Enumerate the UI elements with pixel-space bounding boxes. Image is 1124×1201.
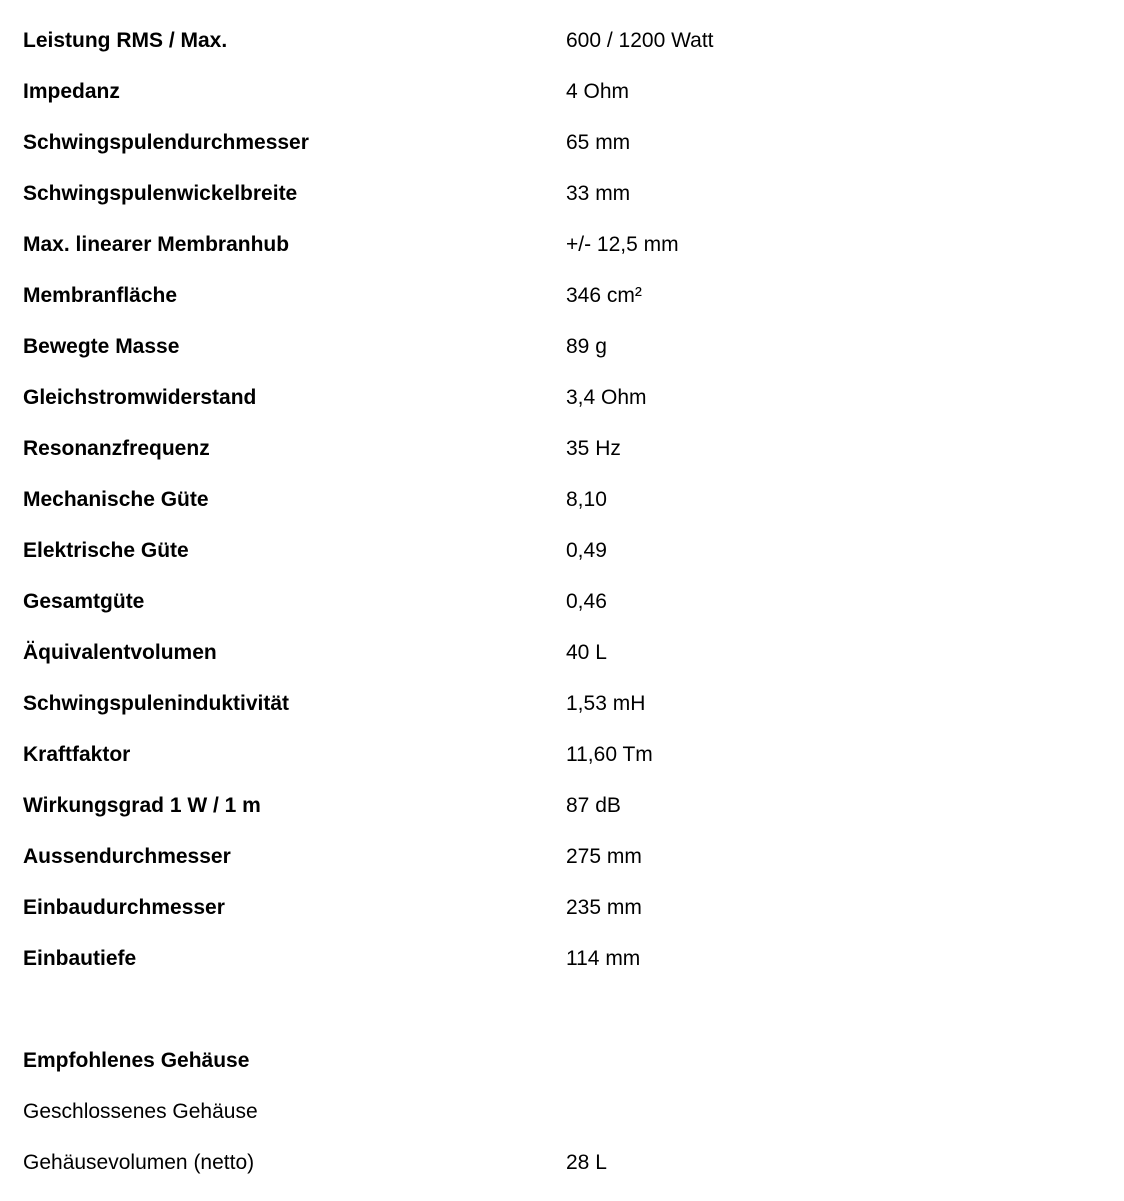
- spec-value: 4 Ohm: [566, 79, 630, 103]
- spec-value: 600 / 1200 Watt: [566, 28, 714, 52]
- spec-row-outer-diameter: [23, 831, 1103, 882]
- spec-label: Gesamtgüte: [23, 589, 145, 613]
- spec-row-mounting-depth: [23, 933, 1103, 984]
- spec-label: Leistung RMS / Max.: [23, 28, 228, 52]
- spec-label: Mechanische Güte: [23, 487, 209, 511]
- spec-value: 1,53 mH: [566, 691, 646, 715]
- spec-label: Wirkungsgrad 1 W / 1 m: [23, 793, 261, 817]
- enclosure-type: Geschlossenes Gehäuse: [23, 1099, 258, 1123]
- spec-value: 8,10: [566, 487, 607, 511]
- spec-value: 275 mm: [566, 844, 642, 868]
- spec-value: 0,46: [566, 589, 607, 613]
- enclosure-heading: Empfohlenes Gehäuse: [23, 1048, 250, 1072]
- section-spacer: [23, 984, 1103, 1035]
- spec-label: Schwingspuleninduktivität: [23, 691, 290, 715]
- spec-row-qes: [23, 525, 1103, 576]
- spec-label: Schwingspulenwickelbreite: [23, 181, 298, 205]
- spec-row-moving-mass: [23, 321, 1103, 372]
- spec-row-voice-coil-winding-width: [23, 168, 1103, 219]
- enclosure-volume-value: 28 L: [566, 1150, 607, 1174]
- spec-value: 33 mm: [566, 181, 631, 205]
- spec-value: 65 mm: [566, 130, 631, 154]
- spec-row-xmax: [23, 219, 1103, 270]
- spec-label: Aussendurchmesser: [23, 844, 231, 868]
- spec-value: +/- 12,5 mm: [566, 232, 679, 256]
- enclosure-volume-row: [23, 1137, 1103, 1188]
- spec-value: 11,60 Tm: [566, 742, 653, 766]
- spec-label: Resonanzfrequenz: [23, 436, 210, 460]
- spec-row-force-factor: [23, 729, 1103, 780]
- enclosure-volume-label: Gehäusevolumen (netto): [23, 1150, 255, 1174]
- spec-label: Gleichstromwiderstand: [23, 385, 257, 409]
- spec-value: 346 cm²: [566, 283, 642, 307]
- spec-row-vas: [23, 627, 1103, 678]
- spec-label: Einbautiefe: [23, 946, 137, 970]
- spec-row-qms: [23, 474, 1103, 525]
- spec-row-cone-area: [23, 270, 1103, 321]
- spec-label: Äquivalentvolumen: [23, 640, 217, 664]
- spec-value: 0,49: [566, 538, 607, 562]
- spec-label: Bewegte Masse: [23, 334, 180, 358]
- spec-row-power: [23, 15, 1103, 66]
- spec-row-impedance: [23, 66, 1103, 117]
- spec-value: 35 Hz: [566, 436, 621, 460]
- spec-row-qts: [23, 576, 1103, 627]
- spec-row-sensitivity: [23, 780, 1103, 831]
- spec-row-resonance-frequency: [23, 423, 1103, 474]
- spec-value: 235 mm: [566, 895, 642, 919]
- spec-label: Elektrische Güte: [23, 538, 189, 562]
- spec-value: 3,4 Ohm: [566, 385, 647, 409]
- spec-value: 89 g: [566, 334, 607, 358]
- spec-value: 87 dB: [566, 793, 621, 817]
- spec-value: 114 mm: [566, 946, 641, 970]
- spec-label: Einbaudurchmesser: [23, 895, 225, 919]
- spec-value: 40 L: [566, 640, 607, 664]
- spec-row-dc-resistance: [23, 372, 1103, 423]
- spec-row-inductance: [23, 678, 1103, 729]
- enclosure-type-row: [23, 1086, 1103, 1137]
- spec-row-voice-coil-diameter: [23, 117, 1103, 168]
- spec-label: Impedanz: [23, 79, 120, 103]
- spec-label: Kraftfaktor: [23, 742, 131, 766]
- spec-label: Membranfläche: [23, 283, 178, 307]
- enclosure-heading-row: [23, 1035, 1103, 1086]
- spec-label: Max. linearer Membranhub: [23, 232, 290, 256]
- spec-label: Schwingspulendurchmesser: [23, 130, 309, 154]
- spec-row-cutout-diameter: [23, 882, 1103, 933]
- speaker-spec-table: [23, 15, 1103, 1188]
